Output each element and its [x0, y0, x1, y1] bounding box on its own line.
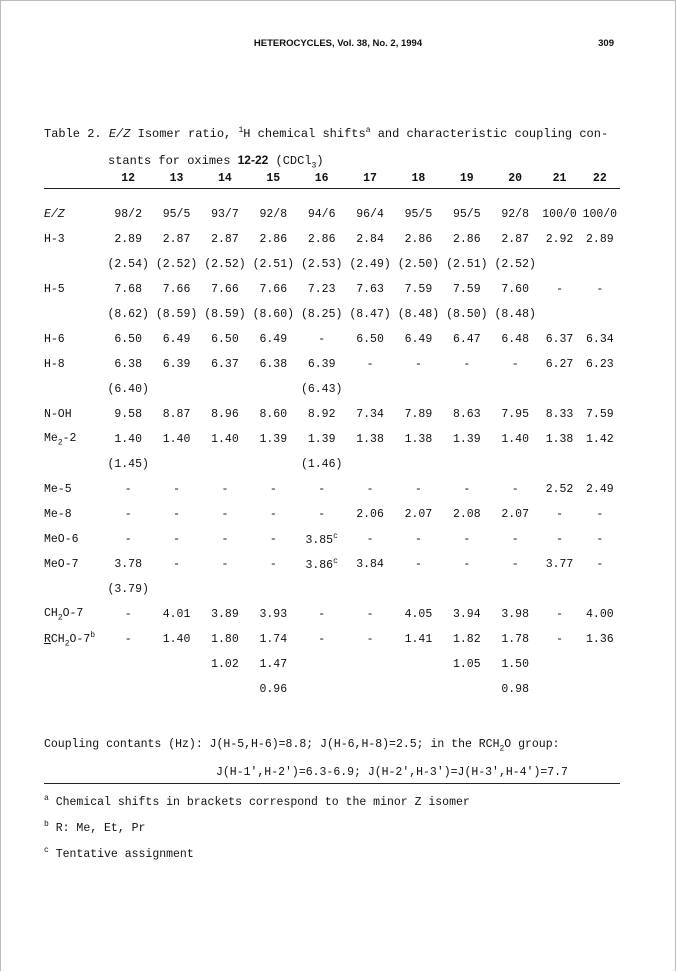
table-cell: (2.51)	[252, 258, 295, 271]
table-cell: -	[173, 508, 181, 521]
table-cell: 6.48	[501, 333, 529, 346]
table-cell	[346, 652, 394, 677]
table-cell: 1.38	[356, 433, 384, 446]
column-header: 19	[459, 171, 474, 185]
table-cell: -	[511, 358, 519, 371]
table-cell	[491, 577, 539, 602]
table-cell: (3.79)	[107, 583, 149, 596]
table-cell: 8.60	[259, 408, 288, 421]
caption-line-1: Table 2. E/Z Isomer ratio, $^1$H chemical shifts$^a$ and characteristic coupling con-	[44, 126, 609, 141]
table-cell	[298, 577, 346, 602]
row-label	[44, 577, 104, 602]
table-cell: (1.46)	[300, 458, 343, 471]
table-cell: -	[463, 558, 471, 571]
table-cell	[346, 577, 394, 602]
table-cell	[539, 652, 579, 677]
row-label: H-5	[44, 283, 65, 296]
table-cell: -	[366, 533, 374, 546]
table-cell: 8.33	[545, 408, 574, 421]
column-header: 14	[218, 171, 232, 185]
table-cell: 6.39	[162, 358, 191, 371]
coupling-constants	[44, 733, 568, 785]
table-cell	[443, 377, 491, 402]
table-cell: 98/2	[114, 208, 142, 221]
table-cell: -	[221, 533, 229, 546]
table-cell: 1.38	[545, 433, 574, 446]
table-cell: 3.94	[453, 608, 481, 621]
data-table	[44, 166, 620, 702]
table-cell	[346, 452, 394, 477]
table-cell	[580, 677, 620, 702]
table-cell: 8.87	[162, 408, 191, 421]
row-label	[44, 452, 104, 477]
table-cell: (2.53)	[300, 258, 343, 271]
table-cell: 2.08	[453, 508, 481, 521]
table-cell: 7.34	[356, 408, 384, 421]
table-cell	[346, 677, 394, 702]
table-cell: (8.62)	[107, 308, 149, 321]
table-cell	[394, 377, 442, 402]
table-cell	[152, 377, 200, 402]
coupling-line-2: J(H-1',H-2')=6.3-6.9; J(H-2',H-3')=J(H-3',H-4')=7.7	[216, 766, 568, 780]
journal-citation: HETEROCYCLES, Vol. 38, No. 2, 1994	[253, 38, 423, 49]
table-cell: 1.41	[404, 633, 433, 646]
table-cell: 3.84	[356, 558, 384, 571]
table-cell: 6.38	[259, 358, 288, 371]
table-cell: 3.98	[501, 608, 529, 621]
table-cell: 2.86	[259, 233, 288, 246]
table-cell: 1.40	[501, 433, 529, 446]
table-cell: 100/0	[542, 208, 577, 221]
table-cell	[152, 677, 200, 702]
table-cell: -	[596, 533, 604, 546]
row-label: $RCH_2O-7^b$	[44, 630, 96, 649]
table-cell: 1.05	[453, 658, 481, 671]
table-cell: 2.89	[114, 233, 142, 246]
row-label: MeO-6	[44, 533, 79, 546]
row-label	[44, 252, 104, 277]
table-cell	[104, 677, 152, 702]
table-row	[44, 652, 620, 677]
table-cell: -	[269, 508, 277, 521]
table-row	[44, 302, 620, 327]
table-cell: 3.85$^c$	[305, 532, 338, 547]
table-cell: (6.40)	[107, 383, 149, 396]
row-label: MeO-7	[44, 558, 79, 571]
table-cell: -	[318, 483, 326, 496]
table-cell: (6.43)	[300, 383, 343, 396]
table-cell	[346, 377, 394, 402]
table-cell: 93/7	[211, 208, 239, 221]
table-cell: 7.59	[404, 283, 433, 296]
table-cell: 6.50	[211, 333, 239, 346]
table-cell: -	[173, 483, 181, 496]
table-cell: 6.49	[162, 333, 191, 346]
table-cell: 2.87	[162, 233, 191, 246]
table-cell	[104, 652, 152, 677]
table-cell: (2.51)	[446, 258, 488, 271]
footnote-rule	[44, 783, 620, 784]
table-cell: 7.66	[259, 283, 288, 296]
table-cell	[152, 652, 200, 677]
table-cell: 1.42	[586, 433, 614, 446]
table-header-row	[44, 166, 620, 190]
column-header: 12	[121, 171, 136, 185]
table-row	[44, 402, 620, 427]
table-cell: 4.00	[586, 608, 614, 621]
row-label: $CH_2O-7$	[44, 606, 84, 623]
table-cell	[539, 377, 579, 402]
table-cell: -	[596, 558, 604, 571]
table-cell: -	[269, 558, 277, 571]
table-cell: 2.86	[453, 233, 481, 246]
column-header: 15	[266, 171, 281, 185]
table-cell	[491, 377, 539, 402]
footnote-b: $^b$ R: Me, Et, Pr	[44, 820, 146, 835]
table-cell: -	[596, 508, 604, 521]
table-cell	[491, 452, 539, 477]
table-cell	[580, 652, 620, 677]
table-cell: -	[556, 283, 563, 296]
column-header: 20	[508, 171, 523, 185]
row-label: H-6	[44, 333, 65, 346]
table-cell: 6.34	[586, 333, 614, 346]
table-cell: 7.60	[501, 283, 529, 296]
table-cell	[201, 452, 249, 477]
table-cell: 1.74	[259, 633, 288, 646]
table-cell	[201, 377, 249, 402]
table-cell: (2.52)	[204, 258, 246, 271]
table-cell: 0.98	[501, 683, 529, 696]
table-cell	[539, 252, 579, 277]
table-cell: 92/8	[259, 208, 288, 221]
table-cell: 6.23	[586, 358, 614, 371]
table-cell: 7.66	[211, 283, 239, 296]
table-cell: 0.96	[259, 683, 288, 696]
table-cell: -	[124, 508, 132, 521]
table-cell: -	[269, 483, 277, 496]
row-label: H-8	[44, 358, 65, 371]
row-label	[44, 302, 104, 327]
table-cell: 1.39	[307, 433, 336, 446]
table-cell	[298, 652, 346, 677]
table-cell: -	[124, 533, 132, 546]
table-cell: (8.59)	[155, 308, 198, 321]
table-cell: -	[463, 358, 471, 371]
table-row	[44, 352, 620, 377]
table-cell	[298, 677, 346, 702]
table-cell: -	[221, 558, 229, 571]
table-cell: 8.96	[211, 408, 239, 421]
table-cell: (8.48)	[397, 308, 440, 321]
table-cell: (8.60)	[252, 308, 295, 321]
table-cell: -	[269, 533, 277, 546]
table-cell	[201, 677, 249, 702]
footnote-a: $^a$ Chemical shifts in brackets correspond to the minor Z isomer	[44, 794, 470, 809]
table-cell: -	[366, 608, 374, 621]
table-cell: -	[511, 558, 519, 571]
table-cell: 2.06	[356, 508, 384, 521]
table-row	[44, 602, 620, 627]
table-row	[44, 327, 620, 352]
row-label: E/Z	[44, 208, 65, 221]
table-cell: -	[511, 483, 519, 496]
table-cell	[580, 452, 620, 477]
table-cell: 2.89	[586, 233, 614, 246]
table-cell: -	[596, 283, 604, 296]
table-cell: -	[173, 533, 181, 546]
table-cell: 2.87	[501, 233, 529, 246]
page-number: 309	[598, 38, 614, 49]
table-cell	[201, 577, 249, 602]
table-cell	[443, 677, 491, 702]
table-cell: 1.50	[501, 658, 529, 671]
row-label: H-3	[44, 233, 65, 246]
caption-line-2: stants for oximes 12-22 (CDCl$_3$)	[108, 153, 324, 171]
table-cell: -	[414, 558, 422, 571]
row-label	[44, 652, 104, 677]
table-cell: 92/8	[501, 208, 529, 221]
table-cell	[539, 452, 579, 477]
table-cell: 2.92	[545, 233, 574, 246]
table-cell	[394, 677, 442, 702]
table-cell: 1.40	[162, 433, 191, 446]
table-cell: 100/0	[582, 208, 618, 221]
table-cell: -	[124, 483, 132, 496]
table-cell: 6.38	[114, 358, 142, 371]
table-cell	[539, 577, 579, 602]
table-cell: 2.49	[586, 483, 614, 496]
table-cell: 2.86	[404, 233, 433, 246]
table-cell: 6.39	[307, 358, 336, 371]
table-row	[44, 527, 620, 552]
table-cell: 6.50	[114, 333, 142, 346]
table-cell	[249, 452, 297, 477]
table-cell: 6.37	[211, 358, 239, 371]
table-cell: -	[511, 533, 519, 546]
table-row	[44, 627, 620, 652]
table-cell: (8.47)	[349, 308, 391, 321]
table-cell: -	[414, 483, 422, 496]
table-cell: -	[366, 483, 374, 496]
table-row	[44, 202, 620, 227]
table-cell	[249, 377, 297, 402]
table-cell: 7.89	[404, 408, 433, 421]
table-cell: -	[124, 633, 132, 646]
table-cell: (2.52)	[155, 258, 198, 271]
table-cell: 1.40	[114, 433, 142, 446]
table-cell: -	[318, 608, 326, 621]
table-cell: -	[463, 483, 471, 496]
column-header: 17	[363, 171, 377, 185]
table-row	[44, 452, 620, 477]
table-cell	[580, 302, 620, 327]
column-header: 16	[314, 171, 329, 185]
table-cell: 7.95	[501, 408, 529, 421]
table-cell: 1.38	[404, 433, 433, 446]
table-cell: 7.59	[453, 283, 481, 296]
table-cell: -	[414, 358, 422, 371]
row-label: $Me_2-2$	[44, 431, 77, 448]
table-cell	[443, 577, 491, 602]
table-cell: 2.87	[211, 233, 239, 246]
table-cell: 1.40	[162, 633, 191, 646]
column-header: 22	[592, 171, 607, 185]
table-row	[44, 502, 620, 527]
table-cell: -	[556, 608, 563, 621]
table-cell: 1.78	[501, 633, 529, 646]
table-cell	[580, 252, 620, 277]
table-cell	[152, 452, 200, 477]
table-cell: -	[414, 533, 422, 546]
table-cell: 7.68	[114, 283, 142, 296]
table-cell: (2.54)	[107, 258, 149, 271]
table-cell: -	[366, 633, 374, 646]
table-cell: -	[556, 533, 563, 546]
coupling-line-1: Coupling contants (Hz): J(H-5,H-6)=8.8; J(H-6,H-8)=2.5; in the $RCH_2O$ group:	[44, 738, 560, 754]
table-cell	[443, 452, 491, 477]
spacer-row	[44, 190, 620, 202]
table-cell: 3.93	[259, 608, 288, 621]
table-cell	[249, 577, 297, 602]
table-row	[44, 277, 620, 302]
table-cell: (8.59)	[204, 308, 246, 321]
table-cell: 7.23	[307, 283, 336, 296]
table-cell: -	[318, 333, 326, 346]
table-cell: (2.52)	[494, 258, 536, 271]
table-row	[44, 377, 620, 402]
table-cell: 1.02	[211, 658, 239, 671]
table-cell: -	[318, 633, 326, 646]
table-cell	[394, 652, 442, 677]
table-cell: -	[173, 558, 181, 571]
table-cell: 6.49	[259, 333, 288, 346]
table-cell: 2.86	[307, 233, 336, 246]
table-cell: -	[556, 633, 563, 646]
table-cell: 2.52	[545, 483, 574, 496]
table-cell: 8.63	[453, 408, 481, 421]
table-cell: 95/5	[404, 208, 433, 221]
table-cell: -	[556, 508, 563, 521]
table-cell: 8.92	[307, 408, 336, 421]
row-label	[44, 677, 104, 702]
table-cell: 4.01	[162, 608, 191, 621]
table-cell: 7.59	[586, 408, 614, 421]
table-cell: 9.58	[114, 408, 142, 421]
row-label: N-OH	[44, 408, 72, 421]
row-label	[44, 377, 104, 402]
table-cell: 1.36	[586, 633, 614, 646]
table-cell: 2.07	[501, 508, 529, 521]
table-cell: 6.37	[545, 333, 574, 346]
table-cell	[580, 577, 620, 602]
table-cell: 6.49	[404, 333, 433, 346]
table-cell: -	[124, 608, 132, 621]
table-row	[44, 227, 620, 252]
table-cell: 6.50	[356, 333, 384, 346]
table-cell: 1.82	[453, 633, 481, 646]
table-cell: -	[318, 508, 326, 521]
table-cell	[539, 302, 579, 327]
table-cell: -	[463, 533, 471, 546]
table-cell: 2.07	[404, 508, 433, 521]
table-row	[44, 577, 620, 602]
table-cell: (1.45)	[107, 458, 149, 471]
column-header: 13	[169, 171, 184, 185]
table-row	[44, 252, 620, 277]
table-cell	[580, 377, 620, 402]
table-cell: 1.47	[259, 658, 288, 671]
table-cell: (8.48)	[494, 308, 536, 321]
table-cell: -	[221, 483, 229, 496]
table-cell: 94/6	[307, 208, 336, 221]
table-cell: 95/5	[162, 208, 191, 221]
table-cell	[152, 577, 200, 602]
table-cell: 1.39	[453, 433, 481, 446]
table-cell: -	[221, 508, 229, 521]
table-cell: 7.63	[356, 283, 384, 296]
table-cell: 4.05	[404, 608, 433, 621]
table-cell: (2.50)	[397, 258, 440, 271]
table-cell: 95/5	[453, 208, 481, 221]
table-row	[44, 552, 620, 577]
table-row	[44, 677, 620, 702]
table-cell: 3.86$^c$	[305, 557, 338, 572]
footnote-c: $^c$ Tentative assignment	[44, 846, 194, 861]
table-cell: 6.47	[453, 333, 481, 346]
table-cell: 6.27	[545, 358, 574, 371]
table-cell: 1.80	[211, 633, 239, 646]
table-cell: (8.25)	[300, 308, 343, 321]
table-row	[44, 477, 620, 502]
table-cell: 3.89	[211, 608, 239, 621]
table-cell: 1.40	[211, 433, 239, 446]
table-cell	[394, 452, 442, 477]
column-header: 18	[411, 171, 426, 185]
table-cell	[539, 677, 579, 702]
row-label: Me-8	[44, 508, 72, 521]
table-cell: -	[366, 358, 374, 371]
table-cell: 7.66	[162, 283, 191, 296]
table-cell: 3.77	[545, 558, 574, 571]
column-header: 21	[552, 171, 567, 185]
row-label: Me-5	[44, 483, 72, 496]
table-cell: 96/4	[356, 208, 384, 221]
column-header	[44, 166, 104, 190]
table-cell: 1.39	[259, 433, 288, 446]
table-cell: 3.78	[114, 558, 142, 571]
table-cell: (2.49)	[349, 258, 391, 271]
table-cell: (8.50)	[446, 308, 488, 321]
table-row	[44, 427, 620, 452]
table-cell: 2.84	[356, 233, 384, 246]
table-cell	[394, 577, 442, 602]
